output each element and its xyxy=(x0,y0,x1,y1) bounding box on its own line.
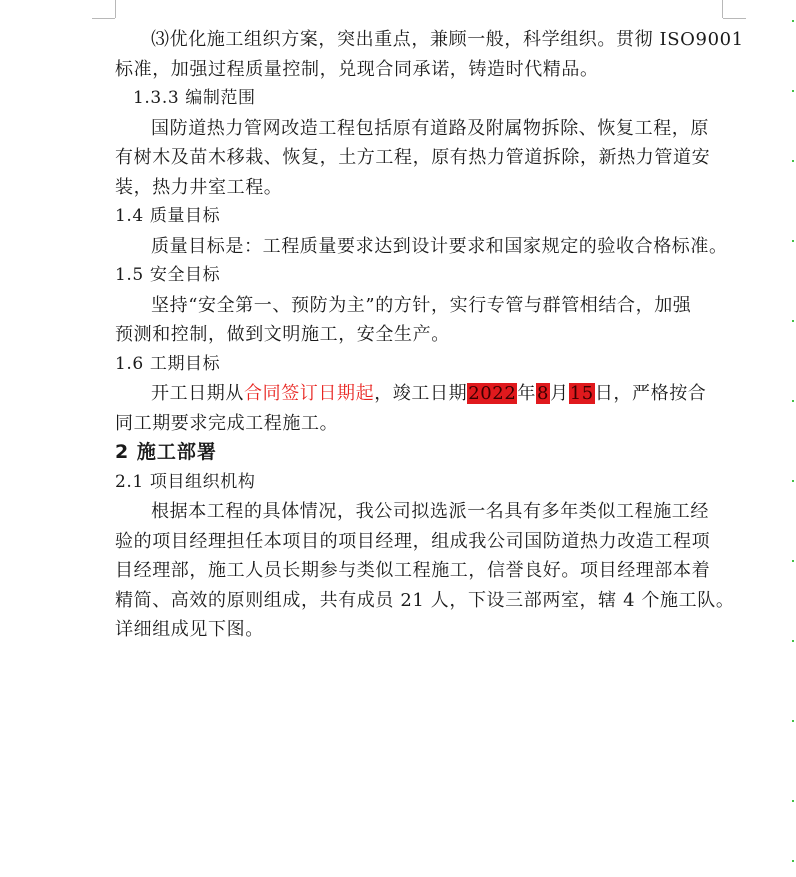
text-span: 年 xyxy=(517,383,537,404)
paragraph-line: 目经理部，施工人员长期参与类似工程施工，信誉良好。项目经理部本着 xyxy=(115,560,711,581)
margin-corner-mark xyxy=(92,18,115,19)
highlighted-day: 15 xyxy=(569,383,594,404)
paragraph-line: 坚持“安全第一、预防为主”的方针，实行专管与群管相结合，加强 xyxy=(151,294,692,316)
paragraph-line: ⑶优化施工组织方案，突出重点，兼顾一般，科学组织。贯彻 ISO9001 xyxy=(151,29,744,50)
section-heading-1-3-3: 1.3.3 编制范围 xyxy=(133,88,256,108)
paragraph-line: 验的项目经理担任本项目的项目经理，组成我公司国防道热力改造工程项 xyxy=(115,530,711,552)
margin-corner-mark xyxy=(723,18,746,19)
right-edge-markers xyxy=(789,0,796,877)
text-span: 开工日期从 xyxy=(151,383,244,404)
margin-corner-mark xyxy=(722,0,723,18)
red-text-span: 合同签订日期起 xyxy=(244,383,375,404)
paragraph-line: 根据本工程的具体情况，我公司拟选派一名具有多年类似工程施工经 xyxy=(151,501,709,522)
paragraph-line: 预测和控制，做到文明施工，安全生产。 xyxy=(115,324,450,345)
section-heading-1-4: 1.4 质量目标 xyxy=(115,206,221,226)
highlighted-year: 2022 xyxy=(468,383,517,404)
paragraph-line: 同工期要求完成工程施工。 xyxy=(115,412,339,434)
section-heading-2-1: 2.1 项目组织机构 xyxy=(115,471,256,492)
text-span: ，竣工日期 xyxy=(374,383,468,404)
paragraph-line: 质量目标是：工程质量要求达到设计要求和国家规定的验收合格标准。 xyxy=(151,235,728,257)
paragraph-line: 国防道热力管网改造工程包括原有道路及附属物拆除、恢复工程，原 xyxy=(151,117,709,139)
paragraph-line: 详细组成见下图。 xyxy=(115,619,264,640)
section-heading-1-6: 1.6 工期目标 xyxy=(115,353,221,374)
margin-corner-mark xyxy=(115,0,116,18)
paragraph-line: 装，热力井室工程。 xyxy=(115,176,283,198)
text-span: 日，严格按合 xyxy=(594,383,707,404)
document-body xyxy=(115,25,744,645)
section-heading-1-5: 1.5 安全目标 xyxy=(115,265,221,285)
schedule-line xyxy=(115,379,723,409)
chapter-heading-2: 2 施工部署 xyxy=(115,441,217,463)
paragraph-line: 精简、高效的原则组成，共有成员 21 人，下设三部两室，辖 4 个施工队。 xyxy=(115,589,735,611)
highlighted-month: 8 xyxy=(537,383,550,404)
paragraph-line: 标准，加强过程质量控制，兑现合同承诺，铸造时代精品。 xyxy=(115,58,599,80)
text-span: 月 xyxy=(550,383,569,404)
paragraph-line: 有树木及苗木移栽、恢复，土方工程，原有热力管道拆除，新热力管道安 xyxy=(115,147,711,168)
